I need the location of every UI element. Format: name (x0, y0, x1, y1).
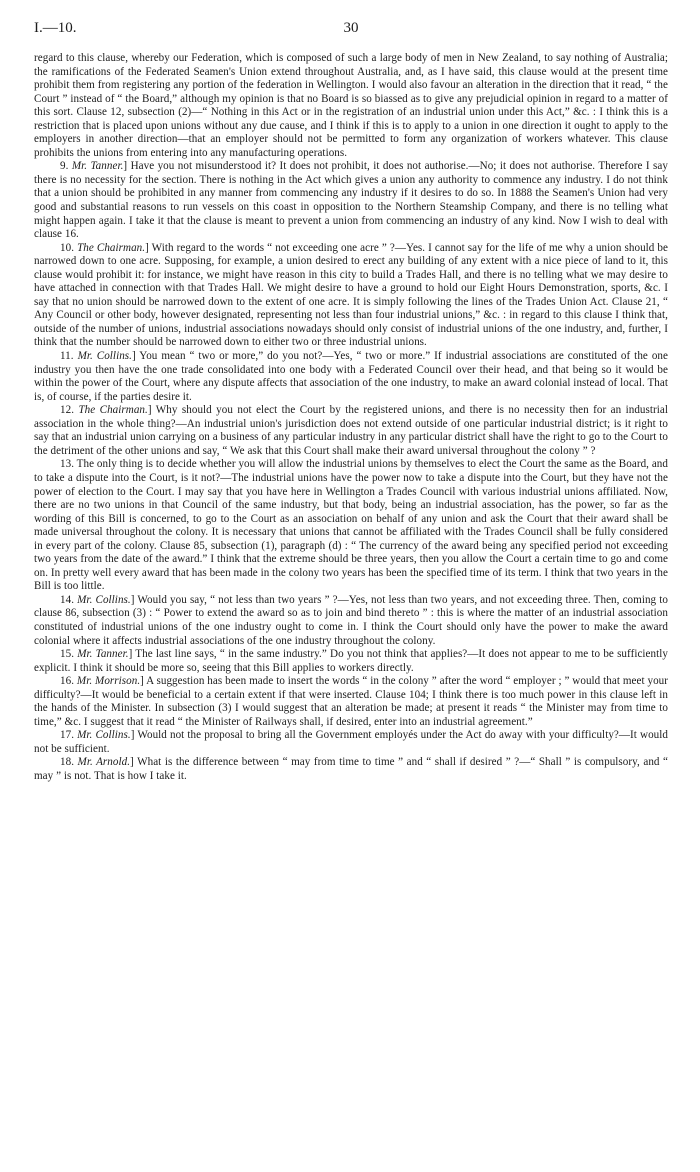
paragraph-text: ] Why should you not elect the Court by the registered unions, and there is no necessity then for an industrial association in the whole thing?—An industrial union's jurisdiction does not extend outside of one particular industrial district; is it right to say that an industrial union carrying on a business of any particular industry in any particular district shall have the right to go to the Court to the detriment of the other unions and say, “ We ask that this Court shall make their award universal throughout the colony ” ? (34, 404, 668, 457)
paragraph-text: ] The last line says, “ in the same industry.” Do you not think that applies?—It does not appear to me to be sufficiently explicit. I think it should be more so, seeing that this Bill applies to workers directly. (34, 648, 668, 674)
question-number: 14. (60, 593, 75, 606)
paragraph (34, 52, 668, 160)
page-number: 30 (343, 20, 359, 36)
speaker-name: The Chairman. (78, 404, 148, 417)
question-number: 13. (60, 458, 75, 471)
speaker-name: Mr. Collins. (77, 350, 132, 363)
speaker-name: Mr. Morrison. (76, 675, 141, 688)
speaker-name: Mr. Tanner. (77, 648, 129, 661)
question-number: 17. (60, 729, 75, 742)
speaker-name: Mr. Tanner. (71, 160, 124, 173)
paragraph-text: ] A suggestion has been made to insert the words “ in the colony ” after the word “ employer ; ” would that meet your difficulty?—It would be beneficial to a certain extent if that were inserted. Clause 104; I think there is too much power in this clause left in the hands of the Minister. In subsection (3) I would suggest that an alteration be made; at present it reads “ the Minister may from time to time,” &c. I suggest that it read “ the Minister of Railways shall, if desired, enter into an industrial agreement.” (34, 675, 669, 728)
paragraph (34, 675, 668, 729)
question-number: 9. (60, 160, 69, 173)
paragraph (34, 160, 668, 241)
paragraph-text: ] Would you say, “ not less than two years ” ?—Yes, not less than two years, and not exceeding three. Then, coming to clause 86, subsection (3) : “ Power to extend the award so as to join and bind thereto ” : this is where the matter of an industrial association constituted of industrial unions of the one industry ought to come in. I think the Court should only have the power to make the award colonial where it affects industrial associations of the one industry throughout the colony. (34, 593, 668, 647)
paragraph-text: ] With regard to the words “ not exceeding one acre ” ?—Yes. I cannot say for the life of me why a union should be narrowed down to one acre. Supposing, for example, a union desired to erect any building of any extent with a nice piece of land to it, this clause would prohibit it: for instance, we might have reason in this city to build a Trades Hall, and there is no telling what we may desire to have attached in connection with that Trades Hall. We might desire to have a ground to hold our Eight Hours Demonstration, sports, &c. I say that no union should be narrowed down to the extent of one acre. It is simply following the lines of the Trades Union Act. Clause 21, “ Any Council or other body, however designated, representing not less than four industrial unions,” &c. : in regard to this clause I think that, outside of the number of unions, industrial associations nowadays should only consist of industrial unions of the one industry, and, further, I think that the number should be narrowed down to either two or three industrial unions. (34, 241, 668, 349)
paragraph (34, 404, 668, 458)
speaker-name: Mr. Arnold. (77, 756, 131, 769)
question-number: 15. (60, 648, 75, 661)
paragraph-text: ] You mean “ two or more,” do you not?—Yes, “ two or more.” If industrial associations are constituted of the one industry you then have the one trade consolidated into one body with a Federated Council over their head, and that being so it would be within the power of the Court, where any dispute affects that association of the one industry, to make an award colonial instead of local. That is, of course, if the parties desire it. (34, 350, 668, 403)
question-number: 10. (60, 241, 75, 254)
speaker-name: Mr. Collins. (77, 593, 131, 606)
paragraph (34, 458, 668, 593)
paragraph (34, 648, 668, 675)
paragraph-text: ] What is the difference between “ may from time to time ” and “ shall if desired ” ?—“ Shall ” is compulsory, and “ may ” is not. That is how I take it. (34, 756, 668, 782)
question-number: 16. (60, 675, 75, 688)
question-number: 11. (60, 350, 74, 363)
question-number: 12. (60, 404, 75, 417)
paragraph-text: ] Would not the proposal to bring all the Government employés under the Act do away with your difficulty?—It would not be sufficient. (34, 729, 668, 755)
paragraph-text: ] Have you not misunderstood it? It does not prohibit, it does not authorise.—No; it does not authorise. Therefore I say there is no necessity for the section. There is nothing in the Act which gives a union any authority to commence any industry. I do not think that a union should be prohibited in any manner from commencing any industry if it desires to do so. In 1888 the Seamen's Union had very good and substantial reasons to run vessels on this coast in opposition to the Northern Steamship Company, and there is no telling what might happen again. I take it that the clause is meant to prevent a union from commencing an industry of any kind. Now I wish to deal with clause 16. (34, 160, 668, 241)
page-header (34, 20, 668, 42)
question-number: 18. (60, 756, 75, 769)
paragraph-text: The only thing is to decide whether you will allow the industrial unions by themselves to elect the Court the same as the Board, and to take a dispute into the Court, is it not?—The industrial unions have the power now to take a dispute into the Court, but they have not the power of election to the Court. I may say that you have here in Wellington a Trades Council with various industrial unions affiliated. Now, there are no two unions in that Council of the same industry, but that body, being an industrial association, has the power, so far as the wording of this Bill is concerned, to go to the Court as an association on behalf of any union and ask the Court that their award shall be made universal throughout the colony. It is necessary that unions that cannot be affiliated with the Trades Council shall be fully considered in every part of the colony. Clause 85, subsection (1), paragraph (d) : “ The currency of the award being any specified period not exceeding two years from the date of the award.” I think that the extreme should be three years, then you allow the Court a certain time to go and come on. In pretty well every award that has been made in the colony two years has been the specified time of its term. I think that two years in the Bill is too little. (34, 458, 668, 593)
paragraph (34, 350, 668, 404)
speaker-name: The Chairman. (77, 241, 146, 254)
paragraph (34, 242, 668, 350)
paragraph (34, 756, 668, 783)
paragraph-text: regard to this clause, whereby our Federation, which is composed of such a large body of men in New Zealand, to say nothing of Australia; the ramifications of the Federated Seamen's Union extend throughout Australia, and, as I have said, this clause would at the present time prohibit them from registering any portion of the federation in Wellington. I would also favour an alteration in the direction that it read, “ the Court ” instead of “ the Board,” although my opinion is that no Board is so biassed as to give any prejudicial opinion in regard to a matter of this sort. Clause 12, subsection (2)—“ Nothing in this Act or in the registration of an industrial union under this Act,” &c. : I think this is a restriction that is placed upon unions without any due cause, and I think if this is to apply to a union in one direction it ought to apply to the employers in another direction—that an employer should not be permitted to form any organization of workers whatever. This clause prohibits the unions from entering into any manufacturing operations. (34, 52, 668, 159)
paragraph (34, 729, 668, 756)
speaker-name: Mr. Collins. (77, 729, 131, 742)
document-body (34, 52, 668, 784)
document-reference: I.—10. (34, 20, 77, 36)
paragraph (34, 594, 668, 648)
